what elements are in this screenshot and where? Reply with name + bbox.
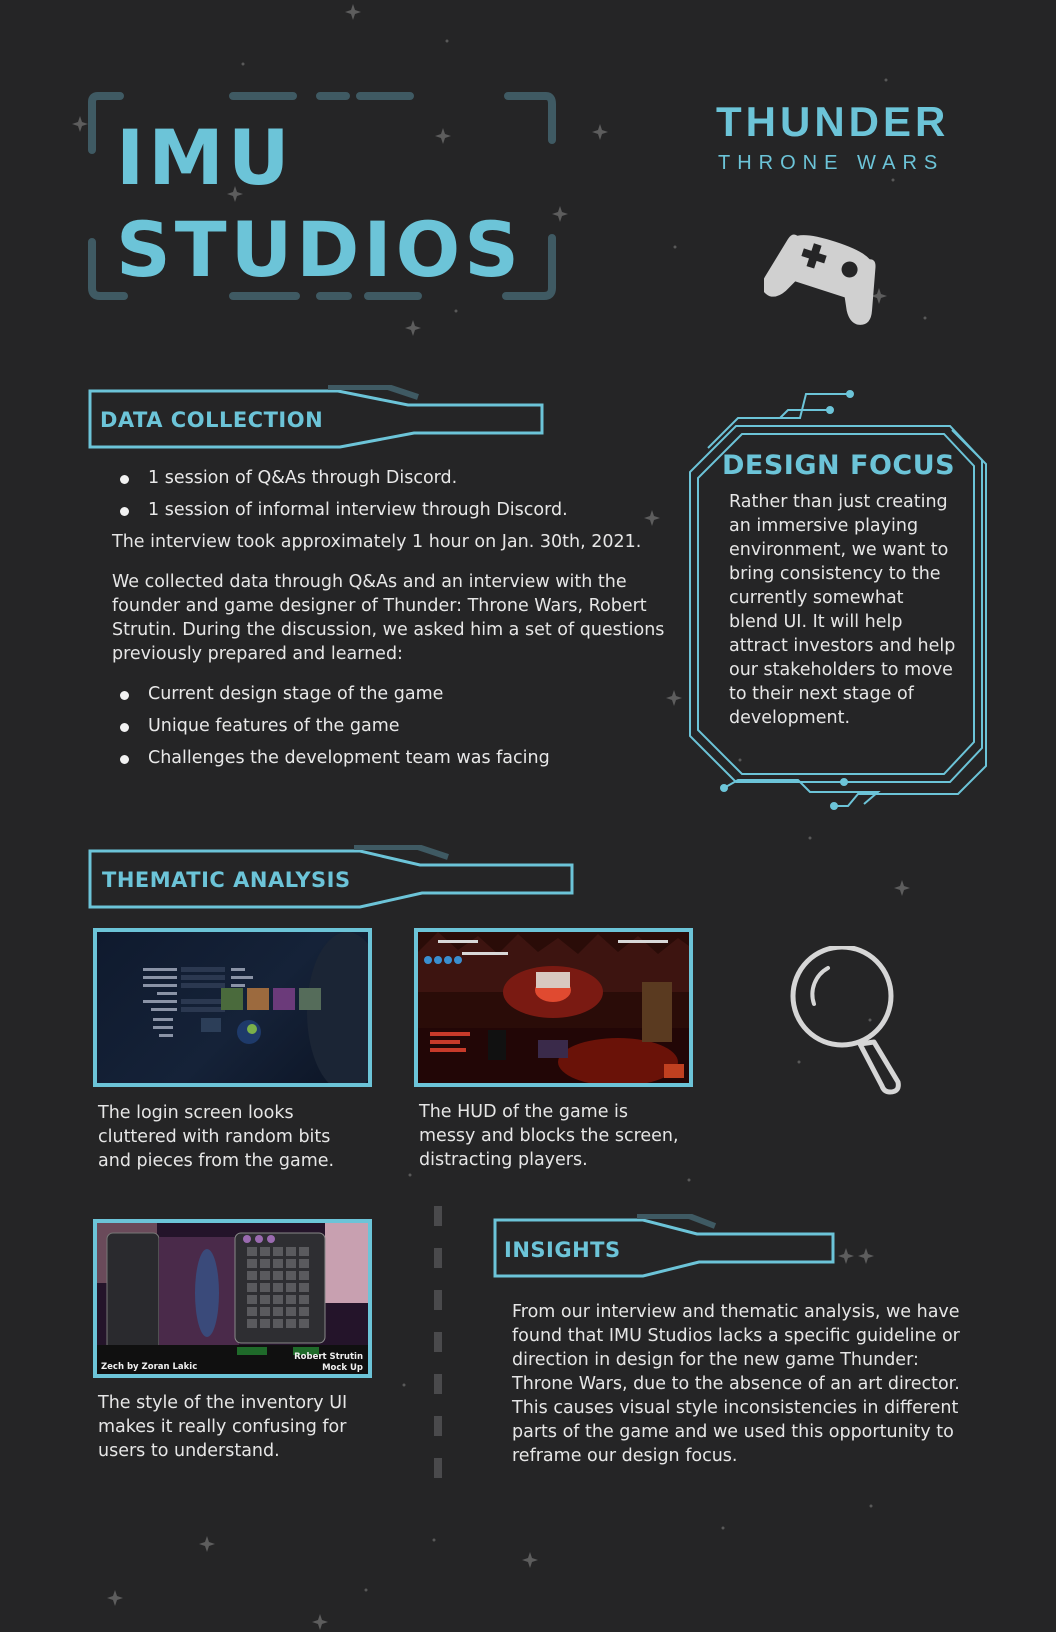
insights-text: From our interview and thematic analysis, we have found that IMU Studios lacks a specific guideline or direction in design for the new game Thunder: Throne Wars, due to the absence of an art director. This causes visual style inconsistencies in different parts of the game and we used this opportunity to reframe our design focus. [512, 1302, 960, 1466]
thematic-analysis-heading: THEMATIC ANALYSIS [102, 868, 351, 892]
hud-caption: The HUD of the game is messy and blocks the screen, distracting players. [419, 1102, 679, 1170]
data-collection-paragraph: We collected data through Q&As and an interview with the founder and game designer of Thunder: Throne Wars, Robert Strutin. During the discussion, we asked him a set of questions previously prepared and learned: [112, 572, 665, 664]
login-screen-caption: The login screen looks cluttered with random bits and pieces from the game. [98, 1103, 335, 1171]
star-icon [894, 880, 910, 896]
game-subtitle: THRONE WARS [718, 152, 945, 174]
star-icon [522, 1552, 538, 1568]
list-item: 1 session of Q&As through Discord. [112, 466, 672, 490]
login-screen-screenshot [93, 928, 372, 1087]
learned-list [112, 682, 672, 770]
star-icon [72, 116, 88, 132]
list-item: Current design stage of the game [112, 682, 672, 706]
inventory-caption: The style of the inventory UI makes it really confusing for users to understand. [98, 1393, 348, 1461]
design-focus-text: Rather than just creating an immersive playing environment, we want to bring consistency to the currently somewhat blend UI. It will help attract investors and help our stakeholders to move to their next stage of development. [729, 492, 956, 728]
magnifier-icon [790, 946, 910, 1096]
game-title: THUNDER [716, 98, 950, 145]
star-icon [405, 320, 421, 336]
design-focus-heading: DESIGN FOCUS [722, 450, 956, 481]
list-item: Challenges the development team was facing [112, 746, 672, 770]
list-item: 1 session of informal interview through Discord. [112, 498, 672, 522]
data-collection-body [112, 466, 672, 778]
star-icon [107, 1590, 123, 1606]
star-icon [199, 1536, 215, 1552]
collection-method-list [112, 466, 672, 522]
list-item: Unique features of the game [112, 714, 672, 738]
gamepad-icon [764, 222, 884, 332]
inventory-credit-right: Robert Strutin [294, 1352, 363, 1362]
star-icon [345, 4, 361, 20]
dashed-divider [432, 1206, 444, 1496]
star-icon [592, 124, 608, 140]
star-icon [838, 1248, 854, 1264]
inventory-mockup-label: Mock Up [322, 1363, 363, 1373]
inventory-screenshot [93, 1219, 372, 1378]
hud-screenshot [414, 928, 693, 1087]
studio-logo [116, 112, 523, 296]
star-icon [858, 1248, 874, 1264]
data-collection-heading: DATA COLLECTION [100, 408, 324, 432]
logo-line-1: IMU [116, 113, 294, 202]
star-icon [312, 1614, 328, 1630]
logo-line-2: STUDIOS [116, 205, 523, 294]
insights-heading: INSIGHTS [504, 1238, 621, 1262]
interview-duration: The interview took approximately 1 hour on Jan. 30th, 2021. [112, 532, 642, 552]
inventory-credit-left: Zech by Zoran Lakic [101, 1362, 198, 1372]
